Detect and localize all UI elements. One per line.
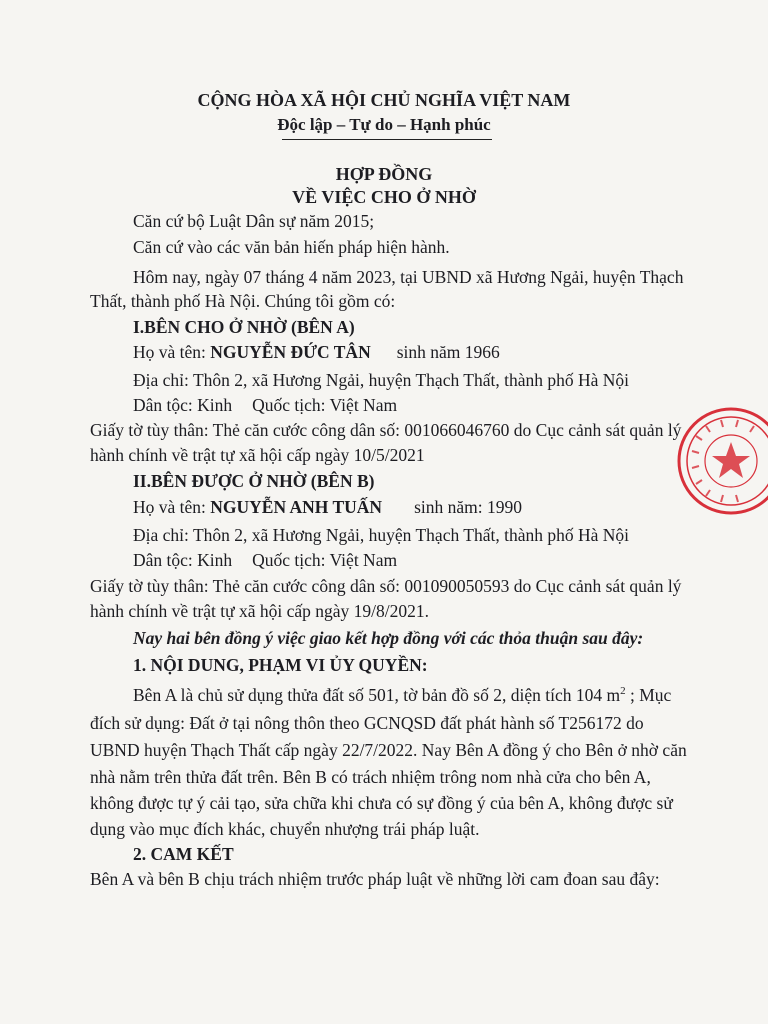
party-b-ethnic-row <box>133 549 397 571</box>
party-b-birth: sinh năm: 1990 <box>414 497 522 517</box>
party-a-name-row <box>133 341 500 363</box>
basis-1: Căn cứ bộ Luật Dân sự năm 2015; <box>133 211 375 231</box>
party-a-ethnic: Dân tộc: Kinh <box>133 395 233 415</box>
today-line-2: Thất, thành phố Hà Nội. Chúng tôi gồm có: <box>90 291 396 311</box>
nation-heading: CỘNG HÒA XÃ HỘI CHỦ NGHĨA VIỆT NAM <box>197 90 571 110</box>
party-a-address: Địa chỉ: Thôn 2, xã Hương Ngải, huyện Thạch Thất, thành phố Hà Nội <box>133 370 630 390</box>
section-1-line-1-tail: ; Mục <box>625 685 672 705</box>
party-a-name: NGUYỄN ĐỨC TÂN <box>210 342 371 362</box>
section-1-line-5: không được tự ý cải tạo, sửa chữa khi chưa có sự đồng ý của bên A, không được sử <box>90 793 673 813</box>
section-2-line-1: Bên A và bên B chịu trách nhiệm trước pháp luật về những lời cam đoan sau đây: <box>90 869 660 889</box>
section-1-line-2: đích sử dụng: Đất ở tại nông thôn theo GCNQSD đất phát hành số T256172 do <box>90 713 644 733</box>
agreement-intro: Nay hai bên đồng ý việc giao kết hợp đồng với các thỏa thuận sau đây: <box>133 628 644 648</box>
party-a-nationality: Quốc tịch: Việt Nam <box>252 395 398 415</box>
section-1-line-1 <box>133 684 671 706</box>
party-b-name-row <box>133 496 522 518</box>
section-1-line-1-text: Bên A là chủ sử dụng thửa đất số 501, tờ bản đồ số 2, diện tích 104 m <box>133 685 621 705</box>
party-b-ethnic: Dân tộc: Kinh <box>133 550 233 570</box>
contract-title: HỢP ĐỒNG <box>335 164 433 184</box>
party-b-heading: II.BÊN ĐƯỢC Ở NHỜ (BÊN B) <box>133 471 375 491</box>
basis-2: Căn cứ vào các văn bản hiến pháp hiện hành. <box>133 237 450 257</box>
section-1-heading: 1. NỘI DUNG, PHẠM VI ỦY QUYỀN: <box>133 655 428 675</box>
party-b-id-2: hành chính về trật tự xã hội cấp ngày 19/8/2021. <box>90 601 429 621</box>
official-seal-icon <box>676 406 768 516</box>
party-b-address: Địa chỉ: Thôn 2, xã Hương Ngải, huyện Thạch Thất, thành phố Hà Nội <box>133 525 630 545</box>
motto-underline <box>282 139 492 140</box>
section-1-line-6: dụng vào mục đích khác, chuyển nhượng trái pháp luật. <box>90 819 480 839</box>
today-line-1: Hôm nay, ngày 07 tháng 4 năm 2023, tại UBND xã Hương Ngải, huyện Thạch <box>133 267 684 287</box>
party-b-nationality: Quốc tịch: Việt Nam <box>252 550 398 570</box>
name-label: Họ và tên: <box>133 497 211 517</box>
party-b-name: NGUYỄN ANH TUẤN <box>210 497 383 517</box>
contract-subtitle: VỀ VIỆC CHO Ở NHỜ <box>292 187 476 207</box>
section-1-line-4: nhà nằm trên thửa đất trên. Bên B có trách nhiệm trông nom nhà cửa cho bên A, <box>90 767 651 787</box>
party-b-id-1: Giấy tờ tùy thân: Thẻ căn cước công dân số: 001090050593 do Cục cảnh sát quản lý <box>90 576 682 596</box>
section-1-line-3: UBND huyện Thạch Thất cấp ngày 22/7/2022. Nay Bên A đồng ý cho Bên ở nhờ căn <box>90 740 687 760</box>
party-a-id-1: Giấy tờ tùy thân: Thẻ căn cước công dân số: 001066046760 do Cục cảnh sát quản lý <box>90 420 682 440</box>
motto: Độc lập – Tự do – Hạnh phúc <box>277 115 491 134</box>
superscript-2: 2 <box>620 685 626 698</box>
name-label: Họ và tên: <box>133 342 211 362</box>
party-a-id-2: hành chính về trật tự xã hội cấp ngày 10/5/2021 <box>90 445 425 465</box>
section-2-heading: 2. CAM KẾT <box>133 844 234 864</box>
party-a-heading: I.BÊN CHO Ở NHỜ (BÊN A) <box>133 317 355 337</box>
party-a-birth: sinh năm 1966 <box>396 342 500 362</box>
party-a-ethnic-row <box>133 394 397 416</box>
